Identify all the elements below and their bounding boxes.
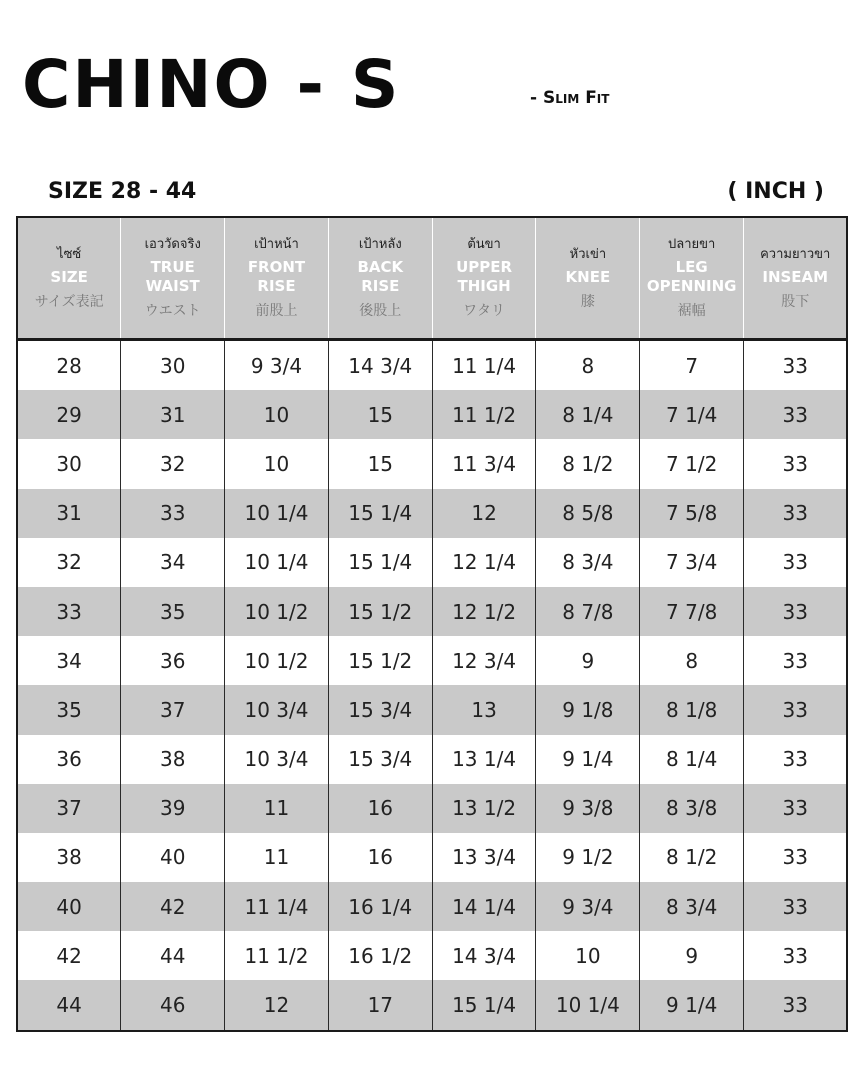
table-cell: 42 — [121, 882, 225, 931]
table-cell: 11 — [225, 784, 329, 833]
table-cell: 15 1/2 — [328, 636, 432, 685]
table-cell: 16 — [328, 784, 432, 833]
table-cell: 7 1/4 — [640, 390, 744, 439]
column-english-label: INSEAM — [762, 267, 829, 286]
table-cell: 8 5/8 — [536, 489, 640, 538]
table-cell: 44 — [121, 931, 225, 980]
table-row — [17, 538, 847, 587]
table-cell: 12 — [225, 980, 329, 1030]
table-cell: 8 3/8 — [640, 784, 744, 833]
column-header-back-rise — [328, 217, 432, 340]
table-cell: 15 1/4 — [328, 489, 432, 538]
table-cell: 44 — [17, 980, 121, 1030]
table-cell: 40 — [17, 882, 121, 931]
table-row — [17, 735, 847, 784]
column-english-label: TRUE WAIST — [145, 258, 200, 295]
table-cell: 28 — [17, 340, 121, 391]
table-cell: 8 7/8 — [536, 587, 640, 636]
table-cell: 14 3/4 — [328, 340, 432, 391]
table-cell: 10 1/4 — [536, 980, 640, 1030]
table-cell: 10 1/2 — [225, 636, 329, 685]
column-japanese-label: ワタリ — [463, 303, 506, 319]
table-cell: 12 3/4 — [432, 636, 536, 685]
column-thai-label: ต้นขา — [467, 237, 501, 252]
table-cell: 35 — [121, 587, 225, 636]
column-header-leg-opening — [640, 217, 744, 340]
page-title: CHINO - S — [22, 46, 401, 123]
column-japanese-label: 裾幅 — [677, 303, 706, 319]
table-cell: 33 — [744, 735, 848, 784]
table-cell: 8 1/8 — [640, 685, 744, 734]
column-header-upper-thigh — [432, 217, 536, 340]
table-cell: 13 1/2 — [432, 784, 536, 833]
table-row — [17, 489, 847, 538]
table-cell: 8 1/2 — [640, 833, 744, 882]
table-cell: 8 — [536, 340, 640, 391]
table-cell: 9 3/4 — [225, 340, 329, 391]
table-cell: 16 1/2 — [328, 931, 432, 980]
table-cell: 10 1/2 — [225, 587, 329, 636]
column-header-front-rise — [225, 217, 329, 340]
table-cell: 15 1/4 — [432, 980, 536, 1030]
table-cell: 33 — [744, 587, 848, 636]
column-thai-label: เอววัดจริง — [144, 237, 201, 252]
table-row — [17, 636, 847, 685]
table-cell: 36 — [121, 636, 225, 685]
column-english-label: FRONT RISE — [247, 258, 306, 295]
table-cell: 34 — [17, 636, 121, 685]
table-cell: 11 1/4 — [432, 340, 536, 391]
table-cell: 33 — [744, 980, 848, 1030]
table-cell: 38 — [121, 735, 225, 784]
table-cell: 10 — [225, 390, 329, 439]
table-cell: 31 — [17, 489, 121, 538]
table-cell: 8 1/2 — [536, 439, 640, 488]
table-cell: 33 — [744, 833, 848, 882]
unit-label: ( INCH ) — [727, 179, 824, 204]
table-cell: 11 — [225, 833, 329, 882]
table-cell: 8 — [640, 636, 744, 685]
table-cell: 12 1/4 — [432, 538, 536, 587]
column-english-label: UPPER THIGH — [456, 258, 513, 295]
column-english-label: SIZE — [50, 267, 88, 286]
table-cell: 10 3/4 — [225, 685, 329, 734]
table-cell: 8 3/4 — [536, 538, 640, 587]
table-cell: 33 — [744, 439, 848, 488]
table-cell: 33 — [17, 587, 121, 636]
table-cell: 36 — [17, 735, 121, 784]
table-cell: 15 3/4 — [328, 735, 432, 784]
table-cell: 42 — [17, 931, 121, 980]
table-cell: 33 — [744, 489, 848, 538]
table-row — [17, 390, 847, 439]
table-cell: 9 1/8 — [536, 685, 640, 734]
table-cell: 31 — [121, 390, 225, 439]
column-header-size — [17, 217, 121, 340]
table-cell: 13 1/4 — [432, 735, 536, 784]
table-cell: 33 — [744, 538, 848, 587]
table-row — [17, 931, 847, 980]
table-cell: 33 — [744, 784, 848, 833]
table-cell: 10 3/4 — [225, 735, 329, 784]
table-cell: 39 — [121, 784, 225, 833]
fit-subtitle: - Slim Fit — [530, 88, 610, 108]
column-header-true-waist — [121, 217, 225, 340]
table-cell: 9 — [536, 636, 640, 685]
table-cell: 8 3/4 — [640, 882, 744, 931]
table-cell: 15 1/2 — [328, 587, 432, 636]
table-cell: 10 — [536, 931, 640, 980]
column-japanese-label: 膝 — [580, 293, 595, 310]
table-cell: 29 — [17, 390, 121, 439]
table-cell: 11 1/2 — [225, 931, 329, 980]
table-cell: 13 3/4 — [432, 833, 536, 882]
table-cell: 16 1/4 — [328, 882, 432, 931]
column-thai-label: เป้าหน้า — [254, 237, 299, 252]
table-cell: 37 — [17, 784, 121, 833]
table-cell: 15 3/4 — [328, 685, 432, 734]
table-cell: 9 — [640, 931, 744, 980]
table-cell: 11 3/4 — [432, 439, 536, 488]
table-cell: 8 1/4 — [536, 390, 640, 439]
table-cell: 7 3/4 — [640, 538, 744, 587]
column-english-label: LEG OPENNING — [646, 258, 737, 295]
table-body — [17, 340, 847, 1031]
table-cell: 7 5/8 — [640, 489, 744, 538]
table-cell: 33 — [744, 340, 848, 391]
table-cell: 7 1/2 — [640, 439, 744, 488]
table-cell: 30 — [121, 340, 225, 391]
table-cell: 14 3/4 — [432, 931, 536, 980]
size-chart-table — [16, 216, 848, 1032]
table-cell: 9 1/4 — [640, 980, 744, 1030]
column-header-knee — [536, 217, 640, 340]
table-cell: 9 1/2 — [536, 833, 640, 882]
table-cell: 10 1/4 — [225, 538, 329, 587]
table-cell: 7 7/8 — [640, 587, 744, 636]
table-cell: 14 1/4 — [432, 882, 536, 931]
table-cell: 16 — [328, 833, 432, 882]
table-cell: 33 — [744, 931, 848, 980]
table-cell: 9 3/8 — [536, 784, 640, 833]
table-cell: 40 — [121, 833, 225, 882]
column-japanese-label: サイズ表記 — [34, 293, 104, 310]
table-cell: 32 — [17, 538, 121, 587]
table-cell: 7 — [640, 340, 744, 391]
column-thai-label: ความยาวขา — [760, 246, 831, 262]
column-header-inseam — [744, 217, 848, 340]
table-cell: 15 — [328, 439, 432, 488]
table-cell: 11 1/4 — [225, 882, 329, 931]
table-cell: 8 1/4 — [640, 735, 744, 784]
table-row — [17, 980, 847, 1030]
table-row — [17, 340, 847, 391]
table-cell: 11 1/2 — [432, 390, 536, 439]
table-cell: 30 — [17, 439, 121, 488]
table-cell: 17 — [328, 980, 432, 1030]
table-cell: 15 1/4 — [328, 538, 432, 587]
column-japanese-label: ウエスト — [144, 303, 201, 319]
table-cell: 33 — [744, 636, 848, 685]
table-cell: 34 — [121, 538, 225, 587]
table-row — [17, 587, 847, 636]
table-cell: 33 — [744, 685, 848, 734]
table-row — [17, 882, 847, 931]
table-cell: 9 3/4 — [536, 882, 640, 931]
table-cell: 15 — [328, 390, 432, 439]
table-cell: 46 — [121, 980, 225, 1030]
column-thai-label: ปลายขา — [668, 237, 716, 252]
column-thai-label: ไซซ์ — [57, 246, 82, 262]
table-cell: 12 — [432, 489, 536, 538]
column-japanese-label: 後股上 — [359, 303, 402, 319]
column-japanese-label: 股下 — [781, 293, 810, 310]
header-row — [17, 217, 847, 340]
table-row — [17, 685, 847, 734]
table-cell: 13 — [432, 685, 536, 734]
column-japanese-label: 前股上 — [255, 303, 298, 319]
table-row — [17, 833, 847, 882]
table-cell: 10 — [225, 439, 329, 488]
column-english-label: BACK RISE — [357, 258, 404, 295]
table-row — [17, 439, 847, 488]
table-cell: 10 1/4 — [225, 489, 329, 538]
table-cell: 38 — [17, 833, 121, 882]
table-cell: 32 — [121, 439, 225, 488]
table-cell: 9 1/4 — [536, 735, 640, 784]
column-thai-label: เป้าหลัง — [358, 237, 402, 252]
column-english-label: KNEE — [565, 267, 611, 286]
size-range-label: SIZE 28 - 44 — [48, 179, 197, 204]
table-row — [17, 784, 847, 833]
table-cell: 35 — [17, 685, 121, 734]
table-cell: 33 — [744, 390, 848, 439]
table-cell: 12 1/2 — [432, 587, 536, 636]
table-cell: 33 — [744, 882, 848, 931]
column-thai-label: หัวเข่า — [569, 246, 607, 262]
table-cell: 33 — [121, 489, 225, 538]
table-header — [17, 217, 847, 340]
table-cell: 37 — [121, 685, 225, 734]
